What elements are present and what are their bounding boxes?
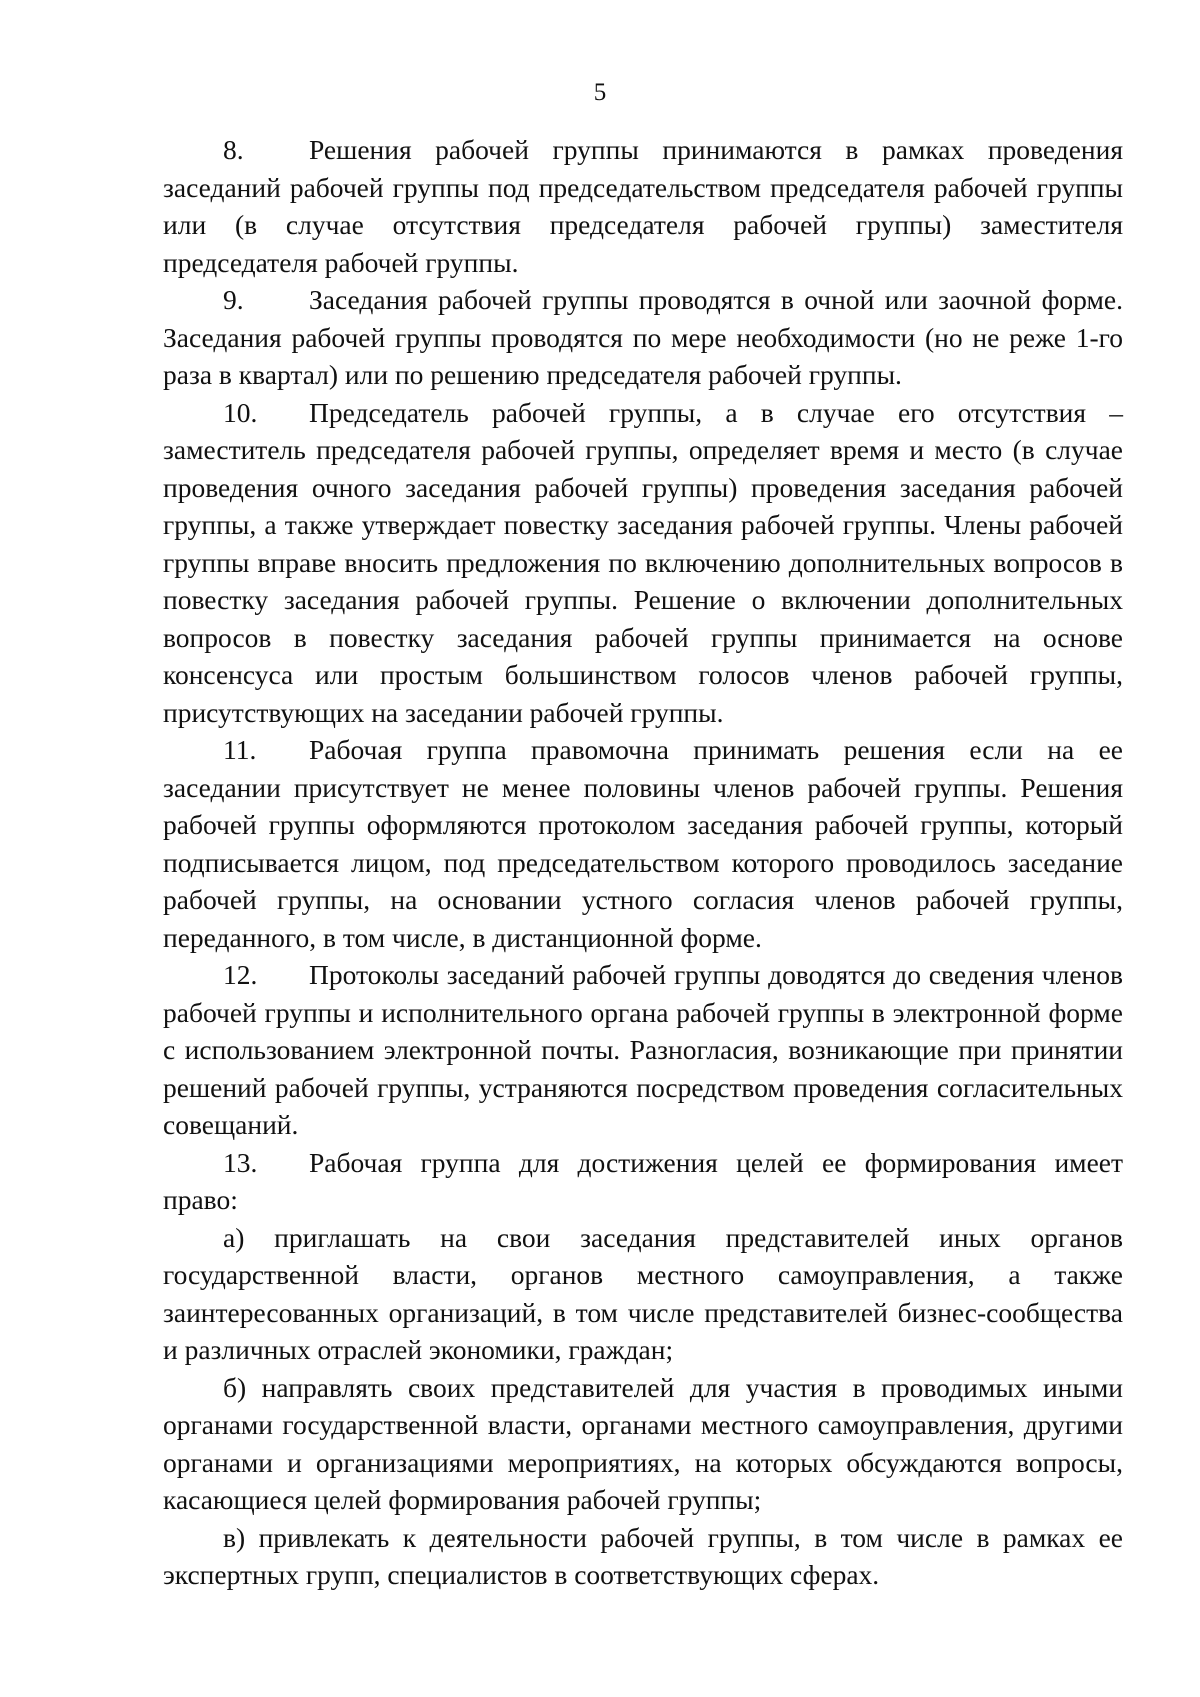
paragraph-13 xyxy=(163,1144,1123,1219)
paragraph-10 xyxy=(163,394,1123,732)
paragraph-number: 8. xyxy=(223,134,244,165)
paragraph-11 xyxy=(163,731,1123,956)
paragraph-number: 11. xyxy=(223,734,257,765)
paragraph-number: 12. xyxy=(223,959,258,990)
subitem-a: а) приглашать на свои заседания представителей иных органов государственной власти, органов местного самоуправления, а также заинтересованных организаций, в том числе представителей бизнес-сообщества и различных отраслей экономики, граждан; xyxy=(163,1221,1123,1365)
paragraph-text: Решения рабочей группы принимаются в рамках проведения заседаний рабочей группы под председательством председателя рабочей группы или (в случае отсутствия председателя рабочей группы) заместителя председателя рабочей группы. xyxy=(163,134,1123,278)
paragraph-9 xyxy=(163,281,1123,394)
paragraph-text: Председатель рабочей группы, а в случае его отсутствия – заместитель председателя рабочей группы, определяет время и место (в случае проведения очного заседания рабочей группы) проведения заседания рабочей группы, а также утверждает повестку заседания рабочей группы. Члены рабочей группы вправе вносить предложения по включению дополнительных вопросов в повестку заседания рабочей группы. Решение о включении дополнительных вопросов в повестку заседания рабочей группы принимается на основе консенсуса или простым большинством голосов членов рабочей группы, присутствующих на заседании рабочей группы. xyxy=(163,396,1123,728)
subitem-v: в) привлекать к деятельности рабочей группы, в том числе в рамках ее экспертных групп, специалистов в соответствующих сферах. xyxy=(163,1521,1123,1590)
paragraph-12 xyxy=(163,956,1123,1144)
paragraph-text: Протоколы заседаний рабочей группы доводятся до сведения членов рабочей группы и исполнительного органа рабочей группы в электронной форме с использованием электронной почты. Разногласия, возникающие при принятии решений рабочей группы, устраняются посредством проведения согласительных совещаний. xyxy=(163,959,1123,1140)
paragraph-text: Рабочая группа для достижения целей ее формирования имеет право: xyxy=(163,1146,1123,1215)
paragraph-text: Заседания рабочей группы проводятся в очной или заочной форме. Заседания рабочей группы проводятся по мере необходимости (но не реже 1-го раза в квартал) или по решению председателя рабочей группы. xyxy=(163,284,1123,390)
paragraph-8 xyxy=(163,131,1123,281)
paragraph-number: 13. xyxy=(223,1146,258,1178)
page-number: 5 xyxy=(593,79,607,106)
paragraph-text: Рабочая группа правомочна принимать решения если на ее заседании присутствует не менее половины членов рабочей группы. Решения рабочей группы оформляются протоколом заседания рабочей группы, который подписывается лицом, под председательством которого проводилось заседание рабочей группы, на основании устного согласия членов рабочей группы, переданного, в том числе, в дистанционной форме. xyxy=(163,734,1123,953)
paragraph-number: 10. xyxy=(223,396,258,428)
paragraph-number: 9. xyxy=(223,284,244,315)
document-body xyxy=(163,131,1123,1594)
subitem-b: б) направлять своих представителей для участия в проводимых иными органами государственной власти, органами местного самоуправления, другими органами и организациями мероприятиях, на которых обсуждаются вопросы, касающиеся целей формирования рабочей группы; xyxy=(163,1371,1123,1515)
